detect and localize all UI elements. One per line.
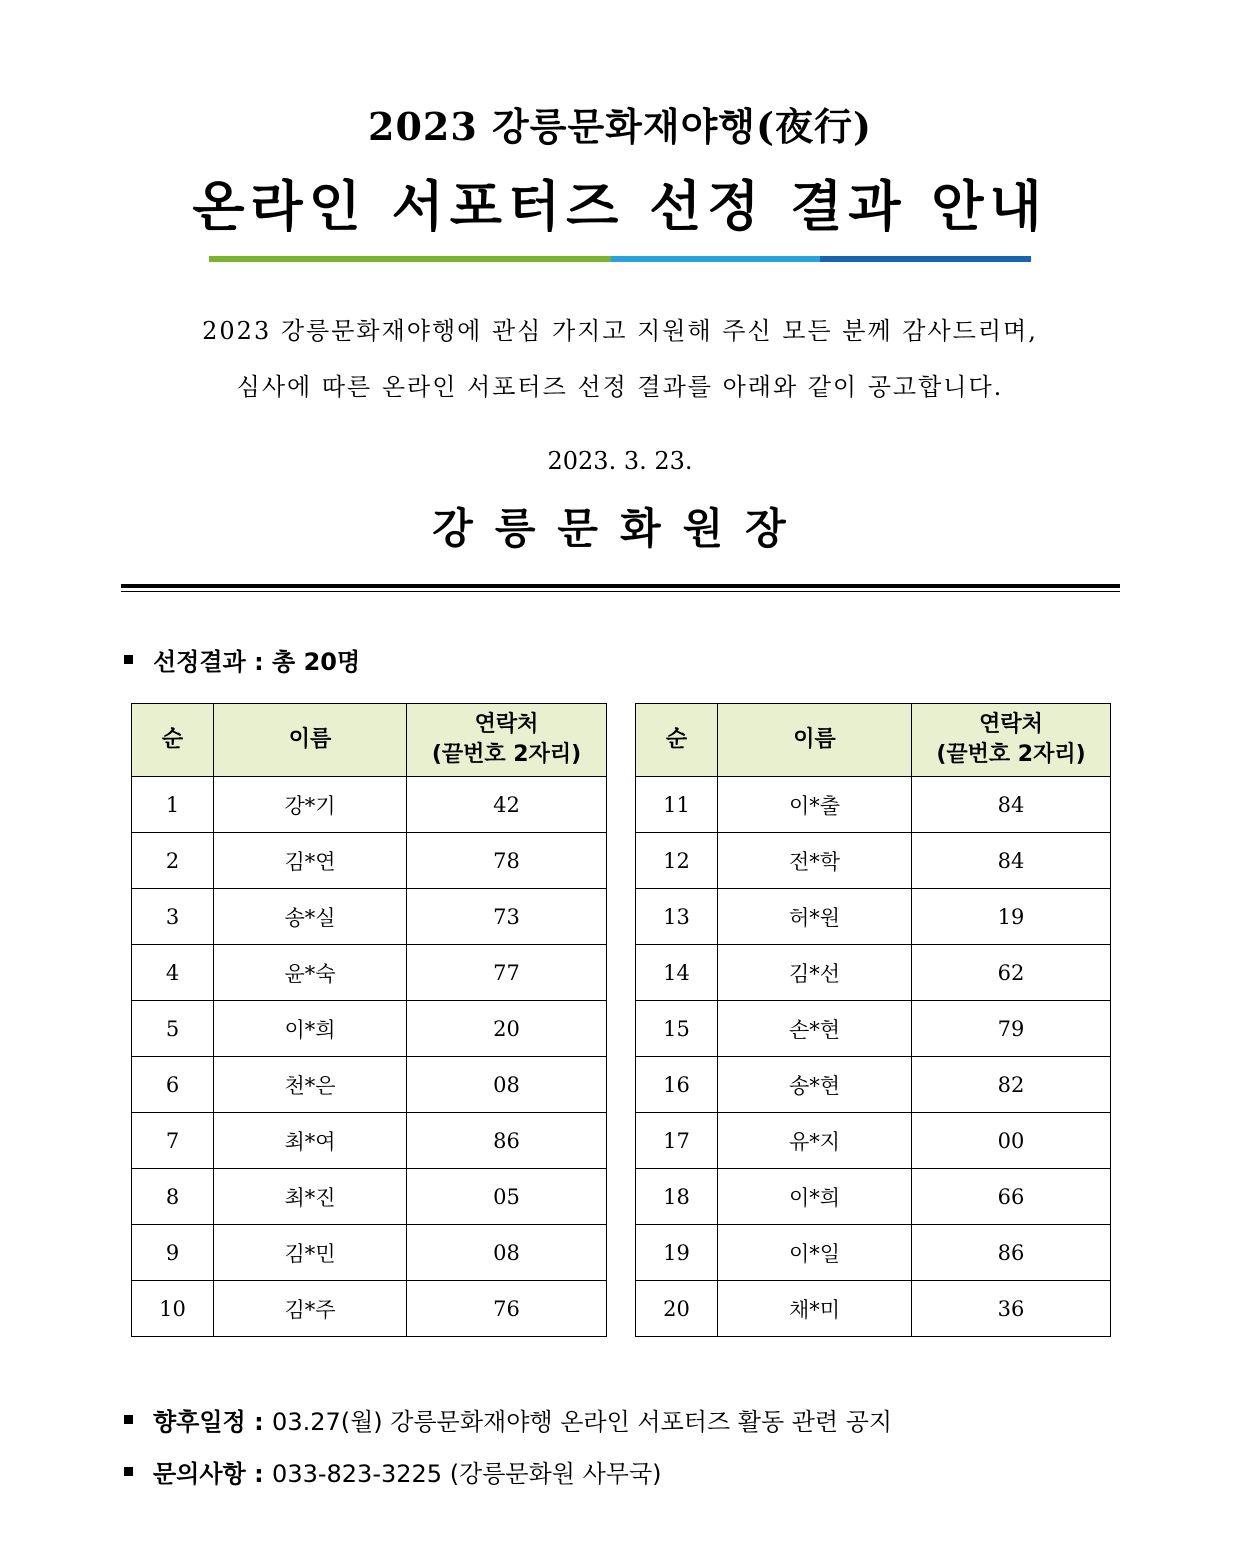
cell-name: 채*미 bbox=[718, 1281, 912, 1337]
cell-contact: 05 bbox=[407, 1169, 607, 1225]
cell-contact: 84 bbox=[912, 777, 1111, 833]
table-row bbox=[636, 945, 1111, 1001]
cell-name: 이*출 bbox=[718, 777, 912, 833]
cell-no: 11 bbox=[636, 777, 718, 833]
cell-no: 8 bbox=[132, 1169, 214, 1225]
schedule-label: 향후일정 : bbox=[153, 1408, 273, 1436]
title-line-1: 2023 강릉문화재야행(夜行) bbox=[368, 104, 872, 149]
cell-no: 1 bbox=[132, 777, 214, 833]
cell-no: 12 bbox=[636, 833, 718, 889]
header-contact-line2: (끝번호 2자리) bbox=[936, 742, 1086, 767]
cell-contact: 73 bbox=[407, 889, 607, 945]
cell-name: 송*실 bbox=[214, 889, 407, 945]
cell-contact: 86 bbox=[407, 1113, 607, 1169]
cell-contact: 08 bbox=[407, 1057, 607, 1113]
schedule-text: 03.27(월) 강릉문화재야행 온라인 서포터즈 활동 관련 공지 bbox=[272, 1408, 893, 1436]
accent-segment-light-blue bbox=[611, 256, 820, 262]
cell-name: 전*학 bbox=[718, 833, 912, 889]
cell-no: 20 bbox=[636, 1281, 718, 1337]
accent-segment-green bbox=[209, 256, 611, 262]
accent-segment-dark-blue bbox=[820, 256, 1031, 262]
cell-name: 송*현 bbox=[718, 1057, 912, 1113]
inquiry-text: 033-823-3225 (강릉문화원 사무국) bbox=[272, 1460, 662, 1488]
table-row bbox=[636, 833, 1111, 889]
cell-no: 4 bbox=[132, 945, 214, 1001]
table-row bbox=[132, 1001, 607, 1057]
table-row bbox=[132, 1281, 607, 1337]
header-no: 순 bbox=[636, 704, 718, 777]
cell-contact: 36 bbox=[912, 1281, 1111, 1337]
cell-no: 2 bbox=[132, 833, 214, 889]
cell-contact: 66 bbox=[912, 1169, 1111, 1225]
cell-contact: 79 bbox=[912, 1001, 1111, 1057]
table-row bbox=[636, 777, 1111, 833]
table-row bbox=[132, 1225, 607, 1281]
cell-contact: 19 bbox=[912, 889, 1111, 945]
cell-no: 10 bbox=[132, 1281, 214, 1337]
bullet-square-icon bbox=[124, 655, 133, 664]
header-contact-line1: 연락처 bbox=[979, 712, 1043, 737]
cell-contact: 08 bbox=[407, 1225, 607, 1281]
cell-name: 유*지 bbox=[718, 1113, 912, 1169]
table-row bbox=[132, 1113, 607, 1169]
cell-name: 허*원 bbox=[718, 889, 912, 945]
schedule-row bbox=[124, 1402, 892, 1437]
bullet-square-icon bbox=[124, 1415, 133, 1424]
cell-no: 17 bbox=[636, 1113, 718, 1169]
result-value: 총 20명 bbox=[272, 648, 361, 676]
inquiry-row bbox=[124, 1454, 662, 1489]
cell-name: 김*선 bbox=[718, 945, 912, 1001]
header-contact-line2: (끝번호 2자리) bbox=[431, 742, 582, 767]
cell-no: 16 bbox=[636, 1057, 718, 1113]
result-summary bbox=[124, 642, 360, 677]
table-row bbox=[636, 1169, 1111, 1225]
intro-line-1: 2023 강릉문화재야행에 관심 가지고 지원해 주신 모든 분께 감사드리며, bbox=[202, 317, 1038, 345]
cell-contact: 62 bbox=[912, 945, 1111, 1001]
title-accent-bar bbox=[209, 256, 1031, 262]
divider-thin bbox=[121, 591, 1120, 592]
cell-name: 강*기 bbox=[214, 777, 407, 833]
cell-name: 이*희 bbox=[718, 1169, 912, 1225]
cell-no: 6 bbox=[132, 1057, 214, 1113]
cell-name: 윤*숙 bbox=[214, 945, 407, 1001]
cell-contact: 77 bbox=[407, 945, 607, 1001]
cell-name: 손*현 bbox=[718, 1001, 912, 1057]
header-contact-line1: 연락처 bbox=[474, 712, 539, 737]
table-row bbox=[132, 1169, 607, 1225]
title-line-2: 온라인 서포터즈 선정 결과 안내 bbox=[192, 174, 1048, 238]
cell-contact: 82 bbox=[912, 1057, 1111, 1113]
cell-name: 이*희 bbox=[214, 1001, 407, 1057]
cell-name: 김*주 bbox=[214, 1281, 407, 1337]
cell-contact: 78 bbox=[407, 833, 607, 889]
table-row bbox=[636, 1001, 1111, 1057]
table-header-row bbox=[132, 704, 607, 777]
header-contact bbox=[912, 704, 1111, 777]
cell-contact: 00 bbox=[912, 1113, 1111, 1169]
header-name: 이름 bbox=[214, 704, 407, 777]
cell-no: 18 bbox=[636, 1169, 718, 1225]
table-row bbox=[132, 833, 607, 889]
cell-contact: 42 bbox=[407, 777, 607, 833]
header-no: 순 bbox=[132, 704, 214, 777]
cell-contact: 20 bbox=[407, 1001, 607, 1057]
table-row bbox=[636, 1057, 1111, 1113]
cell-no: 15 bbox=[636, 1001, 718, 1057]
cell-no: 19 bbox=[636, 1225, 718, 1281]
cell-name: 천*은 bbox=[214, 1057, 407, 1113]
divider-thick bbox=[121, 584, 1120, 588]
cell-no: 14 bbox=[636, 945, 718, 1001]
notice-date: 2023. 3. 23. bbox=[547, 447, 693, 475]
cell-contact: 84 bbox=[912, 833, 1111, 889]
cell-name: 김*연 bbox=[214, 833, 407, 889]
table-row bbox=[132, 1057, 607, 1113]
roster-table-left bbox=[131, 703, 607, 1337]
cell-name: 최*진 bbox=[214, 1169, 407, 1225]
cell-no: 13 bbox=[636, 889, 718, 945]
table-row bbox=[636, 1113, 1111, 1169]
result-label: 선정결과 : bbox=[153, 648, 273, 676]
cell-name: 최*여 bbox=[214, 1113, 407, 1169]
table-row bbox=[132, 777, 607, 833]
cell-name: 김*민 bbox=[214, 1225, 407, 1281]
header-name: 이름 bbox=[718, 704, 912, 777]
cell-name: 이*일 bbox=[718, 1225, 912, 1281]
cell-no: 9 bbox=[132, 1225, 214, 1281]
cell-no: 5 bbox=[132, 1001, 214, 1057]
cell-contact: 86 bbox=[912, 1225, 1111, 1281]
cell-no: 7 bbox=[132, 1113, 214, 1169]
header-contact bbox=[407, 704, 607, 777]
bullet-square-icon bbox=[124, 1467, 133, 1476]
table-row bbox=[132, 945, 607, 1001]
cell-contact: 76 bbox=[407, 1281, 607, 1337]
table-header-row bbox=[636, 704, 1111, 777]
table-row bbox=[636, 889, 1111, 945]
issuer-name: 강릉문화원장 bbox=[432, 504, 808, 553]
table-row bbox=[636, 1225, 1111, 1281]
table-row bbox=[132, 889, 607, 945]
cell-no: 3 bbox=[132, 889, 214, 945]
table-row bbox=[636, 1281, 1111, 1337]
inquiry-label: 문의사항 : bbox=[153, 1460, 273, 1488]
intro-line-2: 심사에 따른 온라인 서포터즈 선정 결과를 아래와 같이 공고합니다. bbox=[236, 373, 1004, 401]
roster-table-right bbox=[635, 703, 1111, 1337]
